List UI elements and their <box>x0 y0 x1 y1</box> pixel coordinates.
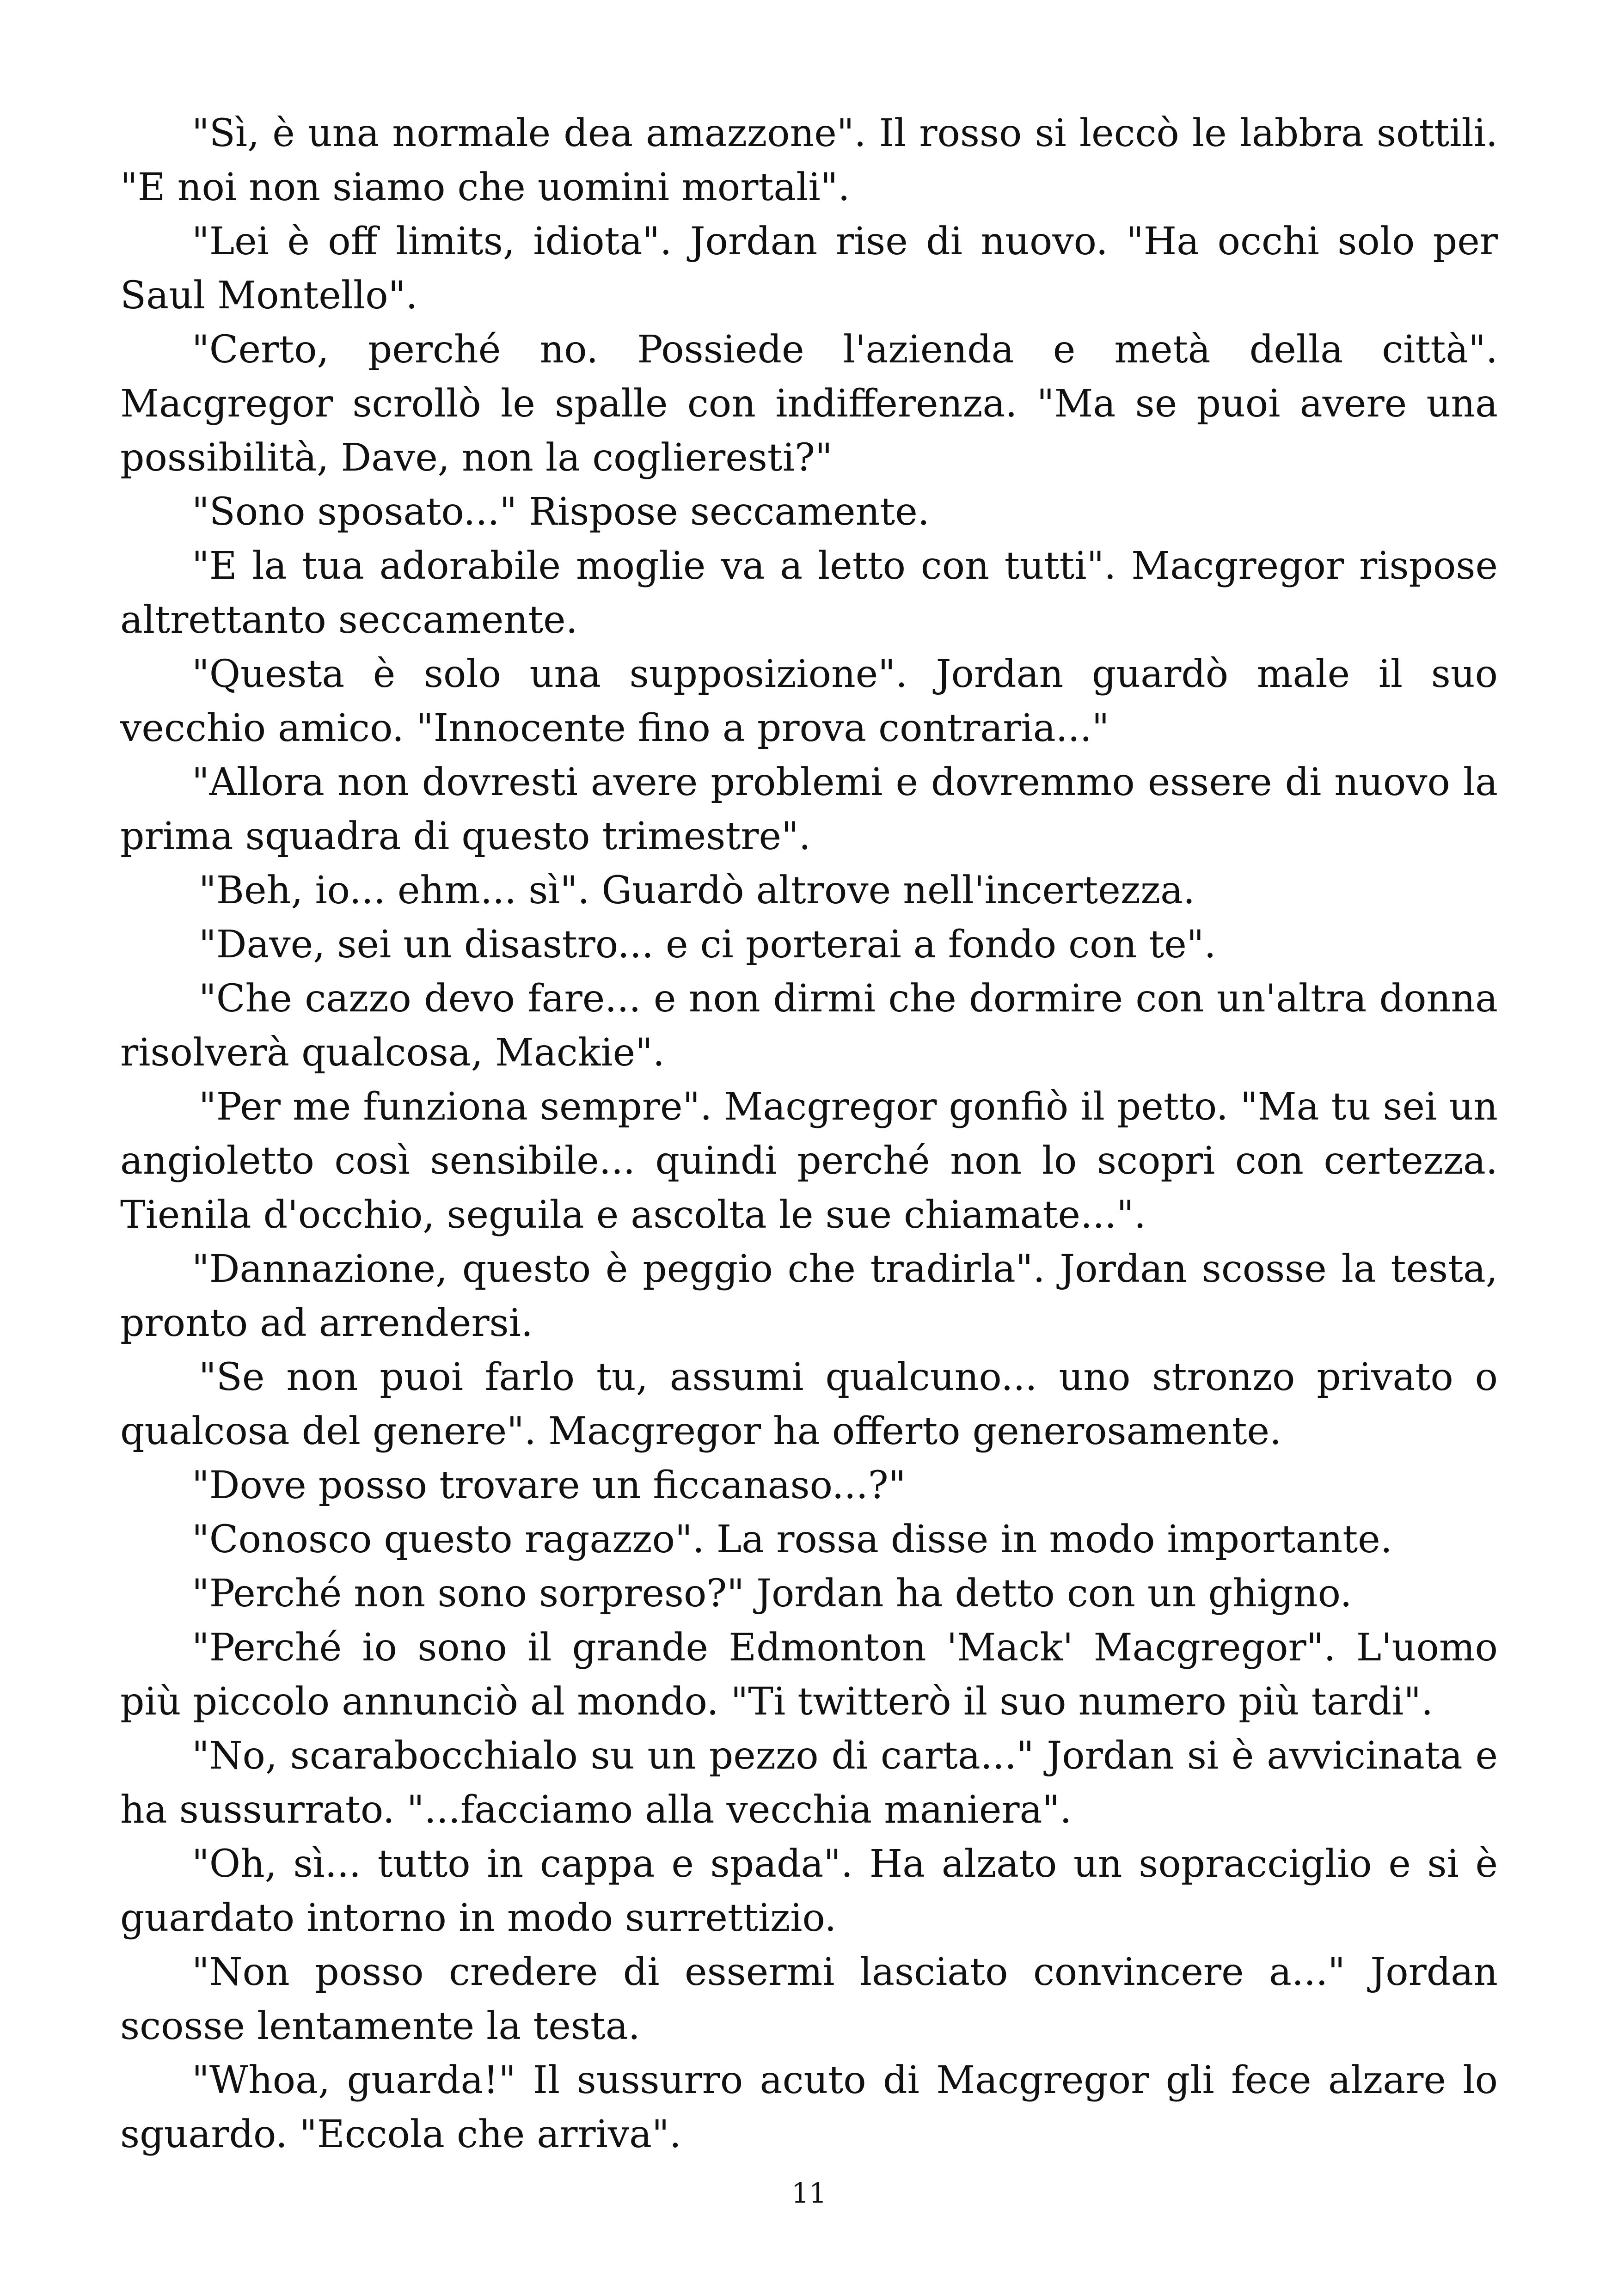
paragraph: "Questa è solo una supposizione". Jordan guardò male il suo vecchio amico. "Innocente fino a prova contraria..." <box>120 652 1498 750</box>
paragraph: "Sono sposato..." Rispose seccamente. <box>192 490 930 534</box>
paragraph: "Perché non sono sorpreso?" Jordan ha detto con un ghigno. <box>192 1572 1352 1616</box>
paragraph: "Non posso credere di essermi lasciato convincere a..." Jordan scosse lentamente la testa. <box>120 1950 1498 2048</box>
page-number: 11 <box>791 2177 827 2210</box>
paragraph: "Oh, sì... tutto in cappa e spada". Ha alzato un sopracciglio e si è guardato intorno in modo surrettizio. <box>120 1842 1498 1940</box>
paragraph: "E la tua adorabile moglie va a letto con tutti". Macgregor rispose altrettanto seccamente. <box>120 544 1498 642</box>
paragraph: "Che cazzo devo fare... e non dirmi che dormire con un'altra donna risolverà qualcosa, Mackie". <box>120 977 1498 1075</box>
paragraph: "Dannazione, questo è peggio che tradirla". Jordan scosse la testa, pronto ad arrendersi. <box>120 1247 1498 1345</box>
paragraph: "Per me funziona sempre". Macgregor gonfiò il petto. "Ma tu sei un angioletto così sensibile... quindi perché non lo scopri con certezza. Tienila d'occhio, seguila e ascolta le sue chiamate...". <box>120 1085 1498 1237</box>
paragraph: "Allora non dovresti avere problemi e dovremmo essere di nuovo la prima squadra di questo trimestre". <box>120 760 1498 858</box>
page-body <box>120 106 1498 2161</box>
paragraph: "Whoa, guarda!" Il sussurro acuto di Macgregor gli fece alzare lo sguardo. "Eccola che arriva". <box>120 2058 1498 2156</box>
paragraph: "Sì, è una normale dea amazzone". Il rosso si leccò le labbra sottili. "E noi non siamo che uomini mortali". <box>120 111 1498 209</box>
paragraph: "No, scarabocchialo su un pezzo di carta..." Jordan si è avvicinata e ha sussurrato. "...facciamo alla vecchia maniera". <box>120 1734 1498 1832</box>
paragraph: "Certo, perché no. Possiede l'azienda e metà della città". Macgregor scrollò le spalle con indifferenza. "Ma se puoi avere una possibilità, Dave, non la coglieresti?" <box>120 328 1498 480</box>
paragraph: "Beh, io... ehm... sì". Guardò altrove nell'incertezza. <box>199 869 1195 912</box>
paragraph: "Conosco questo ragazzo". La rossa disse in modo importante. <box>192 1518 1392 1561</box>
paragraph: "Perché io sono il grande Edmonton 'Mack' Macgregor". L'uomo più piccolo annunciò al mondo. "Ti twitterò il suo numero più tardi". <box>120 1626 1498 1724</box>
paragraph: "Se non puoi farlo tu, assumi qualcuno... uno stronzo privato o qualcosa del genere". Macgregor ha offerto generosamente. <box>120 1355 1498 1453</box>
paragraph: "Dave, sei un disastro... e ci porterai a fondo con te". <box>199 923 1216 967</box>
paragraph: "Dove posso trovare un ficcanaso...?" <box>192 1463 906 1507</box>
paragraph: "Lei è off limits, idiota". Jordan rise di nuovo. "Ha occhi solo per Saul Montello". <box>120 220 1498 318</box>
